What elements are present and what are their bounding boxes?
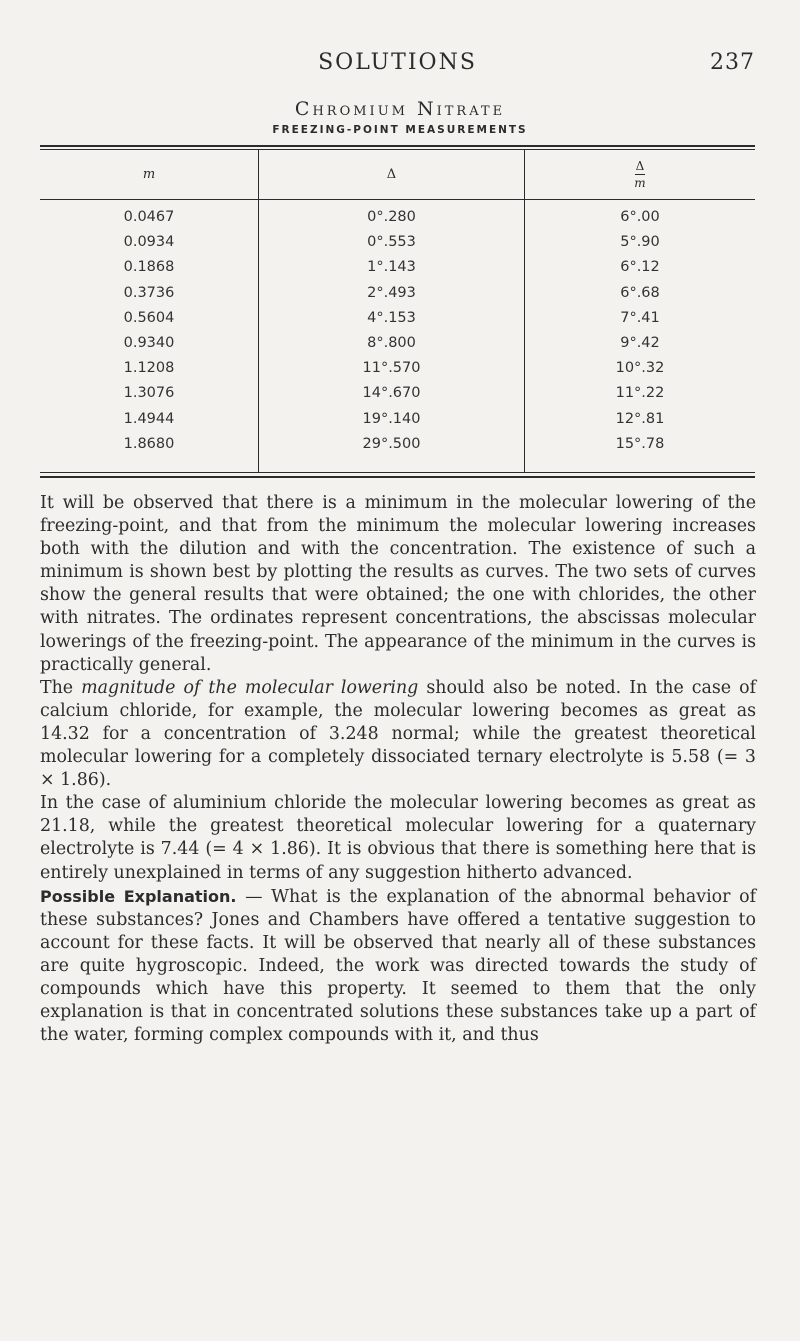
table-body xyxy=(40,209,755,461)
cell-m: 1.8680 xyxy=(123,435,175,452)
table-subtitle: FREEZING-POINT MEASUREMENTS xyxy=(272,124,528,136)
cell-m: 1.4944 xyxy=(123,410,175,427)
table-bottom-rule xyxy=(40,476,755,478)
paragraph-magnitude-rest: should also be noted. In the case of calcium chloride, for example, the molecular lowering becomes as great as 14.32 for a concentration of 3.248 normal; while the greatest theoretical molecular lowering for a completely dissociated ternary electrolyte is 5.58 (= 3 × 1.86). xyxy=(40,677,757,791)
cell-ratio: 15°.78 xyxy=(615,435,665,452)
table-top-rule xyxy=(40,145,755,147)
paragraph-aluminium: In the case of aluminium chloride the molecular lowering becomes as great as 21.18, while the greatest theoretical molecular lowering for a quaternary electrolyte is 7.44 (= 4 × 1.86). It is obvious that there is something here that is entirely unexplained in terms of any suggestion hitherto advanced. xyxy=(40,793,756,883)
ratio-numerator: Δ xyxy=(635,159,645,173)
cell-m: 0.1868 xyxy=(123,259,175,276)
cell-ratio: 11°.22 xyxy=(615,385,665,402)
fraction-bar xyxy=(635,174,645,175)
cell-m: 0.0934 xyxy=(123,234,175,251)
cell-m: 1.3076 xyxy=(123,385,175,402)
table-row xyxy=(40,259,755,284)
paragraph-magnitude-emphasis: magnitude of the molecular lowering xyxy=(81,677,419,698)
ratio-denominator: m xyxy=(634,176,646,190)
column-header-m-label: m xyxy=(142,167,156,182)
cell-delta: 1°.143 xyxy=(367,259,416,276)
paragraph-minimum: It will be observed that there is a minimum in the molecular lowering of the freezing-point, and that from the minimum the molecular lowering increases both with the dilution and with the concentration. The existence of such a minimum is shown best by plotting the results as curves. The two sets of curves show the general results that were obtained; the one with chlorides, the other with nitrates. The ordinates represent concentrations, the abscissas molecular lowerings of the freezing-point. The appearance of the minimum in the curves is practically general. xyxy=(40,493,756,675)
cell-ratio: 6°.68 xyxy=(620,284,660,301)
body-text xyxy=(40,492,756,1047)
cell-delta: 19°.140 xyxy=(362,410,421,427)
table-title: Chromium Nitrate xyxy=(294,98,506,120)
column-header-m xyxy=(40,150,258,199)
section-heading: Possible Explanation. xyxy=(40,886,237,906)
running-title: SOLUTIONS xyxy=(318,50,477,75)
running-head xyxy=(40,50,755,80)
cell-m: 0.3736 xyxy=(123,284,175,301)
column-header-delta-label: Δ xyxy=(386,167,397,182)
column-header-ratio xyxy=(525,150,755,199)
cell-ratio: 7°.41 xyxy=(620,309,660,326)
table-row xyxy=(40,411,755,436)
cell-delta: 0°.280 xyxy=(367,209,416,225)
paragraph-explanation xyxy=(40,885,756,1048)
table-bottom-rule-thin xyxy=(40,472,755,473)
column-header-delta xyxy=(259,150,524,199)
table-header-rule xyxy=(40,199,755,200)
table-row xyxy=(40,436,755,461)
cell-delta: 4°.153 xyxy=(367,309,416,326)
paragraph-magnitude xyxy=(40,677,756,792)
cell-delta: 0°.553 xyxy=(367,234,416,251)
cell-m: 0.5604 xyxy=(123,309,175,326)
cell-m: 0.0467 xyxy=(123,209,175,225)
table-row xyxy=(40,234,755,259)
cell-m: 0.9340 xyxy=(123,334,175,351)
cell-delta: 29°.500 xyxy=(362,435,421,452)
table-row xyxy=(40,310,755,335)
cell-ratio: 10°.32 xyxy=(615,360,665,377)
table-row xyxy=(40,385,755,410)
cell-delta: 14°.670 xyxy=(362,385,421,402)
cell-delta: 8°.800 xyxy=(367,334,416,351)
cell-ratio: 6°.00 xyxy=(620,209,660,225)
cell-ratio: 9°.42 xyxy=(620,334,660,351)
page-number: 237 xyxy=(710,50,755,75)
paragraph-explanation-text: — What is the explanation of the abnormal behavior of these substances? Jones and Chambers have offered a tentative suggestion to account for these facts. It will be observed that nearly all of these substances are quite hygroscopic. Indeed, the work was directed towards the study of compounds which have this property. It seemed to them that the only explanation is that in concentrated solutions these substances take up a part of the water, forming complex compounds with it, and thus xyxy=(40,886,757,1046)
table-row xyxy=(40,209,755,234)
cell-delta: 2°.493 xyxy=(367,284,416,301)
freezing-point-table xyxy=(40,145,755,477)
paragraph-magnitude-lead: The xyxy=(40,677,82,698)
cell-m: 1.1208 xyxy=(123,360,175,377)
table-row xyxy=(40,335,755,360)
table-row xyxy=(40,360,755,385)
cell-ratio: 12°.81 xyxy=(615,410,665,427)
cell-ratio: 5°.90 xyxy=(620,234,660,251)
table-row xyxy=(40,285,755,310)
column-header-ratio-fraction xyxy=(634,160,645,189)
cell-delta: 11°.570 xyxy=(362,360,421,377)
cell-ratio: 6°.12 xyxy=(620,259,660,276)
